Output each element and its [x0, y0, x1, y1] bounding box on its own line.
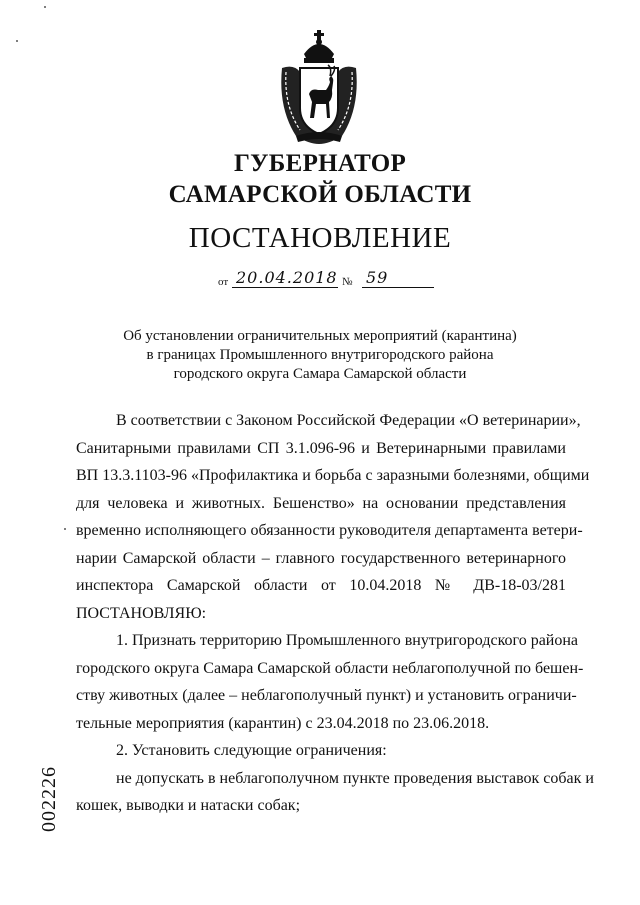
body-line: Санитарными правилами СП 3.1.096-96 и Ветеринарными правилами — [76, 439, 566, 457]
document-type: ПОСТАНОВЛЕНИЕ — [188, 222, 452, 254]
body-line: для человека и животных. Бешенство» на основании представления — [76, 494, 566, 512]
number-label: № — [342, 276, 353, 288]
date-label: от — [218, 276, 229, 288]
body-line: 2. Установить следующие ограничения: — [116, 742, 387, 759]
number-underline — [362, 287, 434, 288]
document-date: 20.04.2018 — [236, 268, 338, 287]
subject-line: Об установлении ограничительных мероприятий (карантина) — [123, 328, 517, 344]
document-body — [76, 407, 594, 820]
samara-coat-of-arms-icon — [274, 28, 364, 146]
body-line: ВП 13.3.1103-96 «Профилактика и борьба с заразными болезнями, общими — [76, 467, 590, 484]
body-line: кошек, выводки и натаски собак; — [76, 797, 301, 814]
body-line: В соответствии с Законом Российской Федерации «О ветеринарии», — [116, 412, 581, 429]
body-line: временно исполняющего обязанности руководителя департамента ветери- — [76, 522, 583, 539]
date-number-line — [218, 268, 438, 294]
body-line: инспектора Самарской области от 10.04.2018 № ДВ-18-03/281 — [76, 577, 566, 594]
body-line: не допускать в неблагополучном пункте проведения выставок собак и — [116, 769, 594, 787]
subject-line: в границах Промышленного внутригородского района — [146, 347, 494, 363]
body-line: ПОСТАНОВЛЯЮ: — [76, 604, 207, 622]
document-subject — [80, 327, 560, 384]
document-number: 59 — [366, 268, 389, 287]
scan-speck — [16, 40, 18, 42]
body-line: тельные мероприятия (карантин) с 23.04.2018 по 23.06.2018. — [76, 714, 490, 732]
subject-line: городского округа Самара Самарской области — [173, 366, 467, 382]
body-line: нарии Самарской области – главного государственного ветеринарного — [76, 549, 566, 567]
scan-speck — [64, 528, 66, 530]
body-line: 1. Признать территорию Промышленного внутригородского района — [116, 632, 579, 649]
issuer-title-line-1: ГУБЕРНАТОР — [233, 150, 407, 177]
date-underline — [232, 287, 338, 288]
body-line: городского округа Самара Самарской области неблагополучной по бешен- — [76, 659, 584, 677]
scan-speck — [44, 6, 46, 8]
body-line: ству животных (далее – неблагополучный пункт) и установить ограничи- — [76, 687, 577, 704]
sheet-serial-number: 002226 — [38, 766, 60, 832]
issuer-title-line-2: САМАРСКОЙ ОБЛАСТИ — [168, 181, 472, 208]
